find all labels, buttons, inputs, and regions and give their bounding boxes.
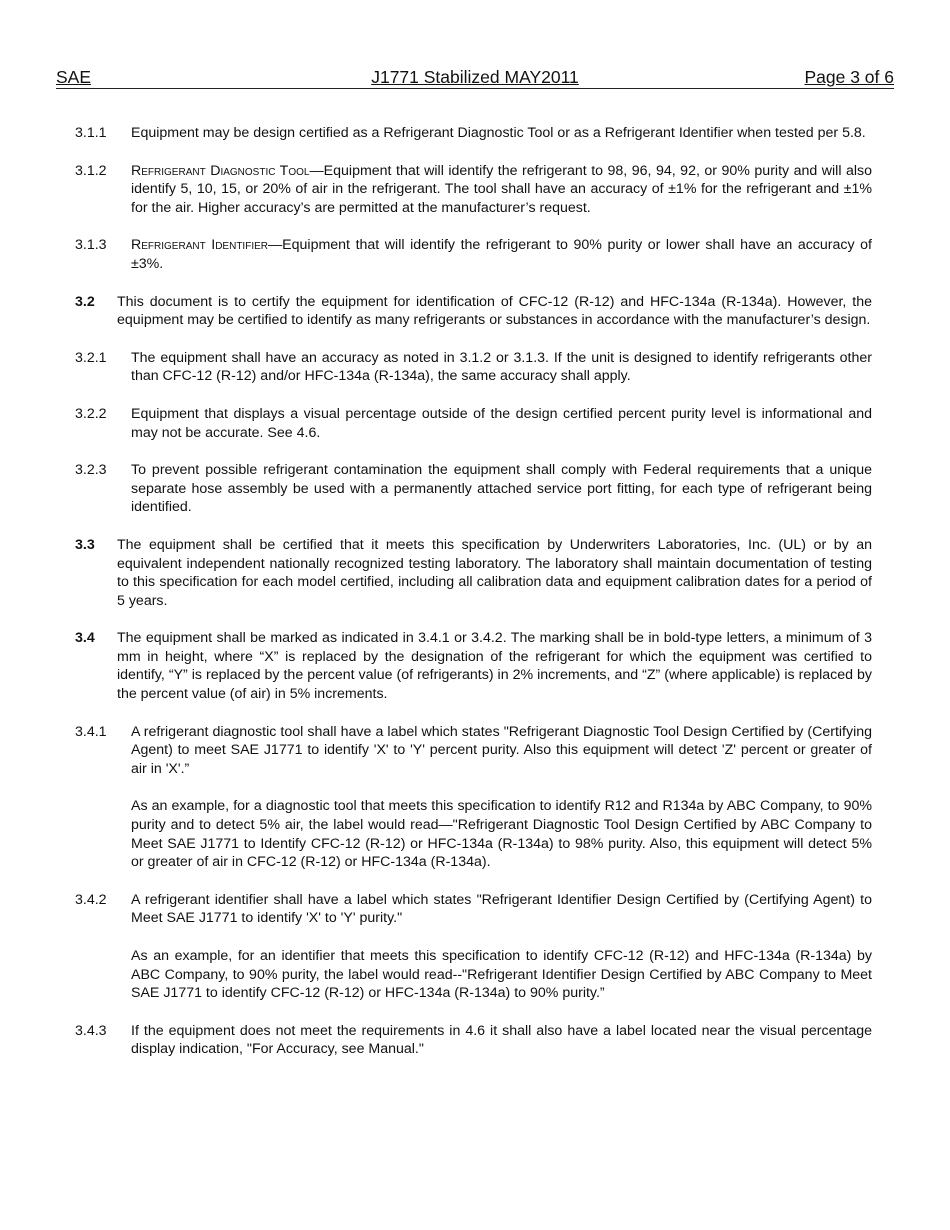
section-3-4-2-example: As an example, for an identifier that meets this specification to identify CFC-12 (R-12) and HFC-134a (R-134a) by ABC Company, to 90% purity, the label would read--"Refrigerant Identifier Design Certified by ABC Company to Meet SAE J1771 to identify CFC-12 (R-12) or HFC-134a (R-134a) to 90% purity.”: [131, 948, 872, 1002]
section-3-4-1-example: As an example, for a diagnostic tool that meets this specification to identify R12 and R134a by ABC Company, to 90% purity and to detect 5% air, the label would read—"Refrigerant Diagnostic Tool Design Certified by ABC Company to Meet SAE J1771 to Identify CFC-12 (R-12) or HFC-134a (R-134a) to 98% purity. Also, this equipment will detect 5% or greater of air in CFC-12 (R-12) or HFC-134a (R-134a).: [131, 798, 872, 871]
defined-term: Refrigerant Identifier: [131, 237, 268, 254]
header-page-number: Page 3 of 6: [804, 67, 894, 87]
section-3-4-3: [75, 1022, 872, 1059]
section-3-2: [75, 293, 872, 330]
section-text: Equipment that displays a visual percentage outside of the design certified percent purity level is informational and may not be accurate. See 4.6.: [131, 405, 872, 441]
section-text: Equipment may be design certified as a Refrigerant Diagnostic Tool or as a Refrigerant Identifier when tested per 5.8.: [131, 125, 866, 141]
section-3-4-1: [75, 723, 872, 779]
page-header: [56, 66, 894, 89]
section-number: 3.4.2: [75, 891, 107, 908]
section-number: 3.4: [75, 630, 95, 647]
section-3-2-2: [75, 405, 872, 442]
defined-term: Refrigerant Diagnostic Tool: [131, 162, 310, 179]
section-text: —Equipment that will identify the refrigerant to 90% purity or lower shall have an accuracy of ±3%.: [131, 237, 872, 272]
section-text: If the equipment does not meet the requirements in 4.6 it shall also have a label located near the visual percentage display indication, "For Accuracy, see Manual.": [131, 1022, 872, 1058]
section-text: This document is to certify the equipment for identification of CFC-12 (R-12) and HFC-134a (R-134a). However, the equipment may be certified to identify as many refrigerants or substances in accordance with the manufacturer’s design.: [117, 293, 872, 329]
section-3-3: [75, 536, 872, 610]
section-3-1-3: [75, 236, 872, 273]
section-number: 3.1.2: [75, 162, 107, 179]
section-text: A refrigerant diagnostic tool shall have a label which states "Refrigerant Diagnostic Tool Design Certified by (Certifying Agent) to meet SAE J1771 to identify 'X' to 'Y' percent purity. Also this equipment will detect 'Z' percent or greater of air in 'X'.”: [131, 723, 872, 777]
section-number: 3.4.1: [75, 723, 107, 740]
section-number: 3.2.1: [75, 349, 107, 366]
section-3-1-1: [75, 124, 872, 143]
header-org: SAE: [56, 67, 92, 87]
section-number: 3.2: [75, 293, 95, 310]
section-3-4-2: [75, 891, 872, 928]
document-body: [75, 124, 872, 1078]
section-3-2-3: [75, 461, 872, 517]
section-text: The equipment shall be certified that it meets this specification by Underwriters Laboratories, Inc. (UL) or by an equivalent independent nationally recognized testing laboratory. The laboratory shall maintain documentation of testing to this specification for each model certified, including all calibration data and equipment calibration dates for a period of 5 years.: [117, 536, 872, 609]
section-number: 3.1.1: [75, 125, 107, 141]
section-text: The equipment shall be marked as indicated in 3.4.1 or 3.4.2. The marking shall be in bold-type letters, a minimum of 3 mm in height, where “X” is replaced by the designation of the refrigerant for which the equipment was certified to identify, “Y” is replaced by the percent value (of refrigerants) in 2% increments, and “Z” (where applicable) is replaced by the percent value (of air) in 5% increments.: [117, 630, 872, 703]
header-doc-id-text: J1771 Stabilized MAY2011: [371, 67, 579, 87]
section-text: To prevent possible refrigerant contamination the equipment shall comply with Federal requirements that a unique separate hose assembly be used with a permanently attached service port fitting, for each type of refrigerant being identified.: [131, 462, 872, 516]
section-number: 3.3: [75, 536, 95, 553]
section-text: —Equipment that will identify the refrigerant to 98, 96, 94, 92, or 90% purity and will also identify 5, 10, 15, or 20% of air in the refrigerant. The tool shall have an accuracy of ±1% for the refrigerant and ±1% for the air. Higher accuracy’s are permitted at the manufacturer’s request.: [131, 162, 872, 216]
section-text: A refrigerant identifier shall have a label which states "Refrigerant Identifier Design Certified by (Certifying Agent) to Meet SAE J1771 to identify 'X' to 'Y' purity.": [131, 891, 872, 927]
section-3-4: [75, 629, 872, 703]
section-body: [131, 162, 872, 218]
section-number: 3.2.3: [75, 462, 107, 479]
section-number: 3.1.3: [75, 237, 107, 254]
section-3-2-1: [75, 349, 872, 386]
section-number: 3.2.2: [75, 405, 107, 422]
section-text: The equipment shall have an accuracy as noted in 3.1.2 or 3.1.3. If the unit is designed to identify refrigerants other than CFC-12 (R-12) and/or HFC-134a (R-134a), the same accuracy shall apply.: [131, 349, 872, 385]
section-body: [131, 236, 872, 273]
header-doc-id: [56, 66, 894, 88]
section-number: 3.4.3: [75, 1022, 107, 1039]
section-3-1-2: [75, 162, 872, 218]
